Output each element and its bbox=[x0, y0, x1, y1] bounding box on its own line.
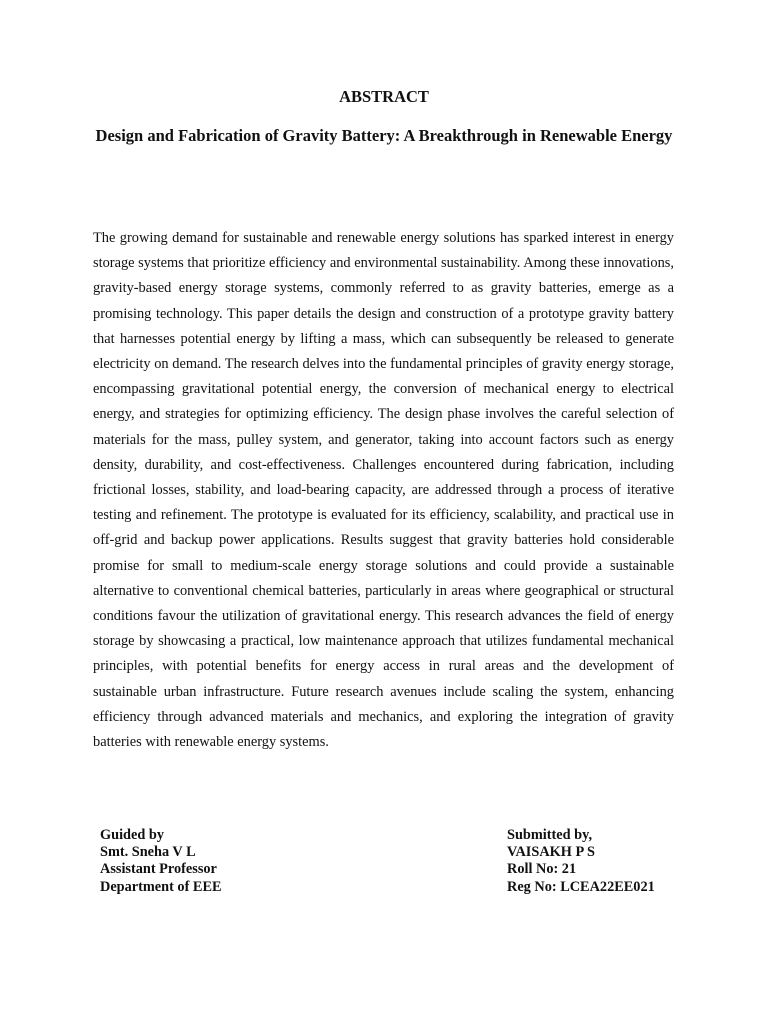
paper-title: Design and Fabrication of Gravity Battery: A Breakthrough in Renewable Energy bbox=[95, 126, 673, 145]
guide-designation: Assistant Professor bbox=[100, 861, 217, 878]
abstract-body: The growing demand for sustainable and renewable energy solutions has sparked interest in energy storage systems that prioritize efficiency and environmental sustainability. Among these innovations, gravity-based energy storage systems, commonly referred to as gravity batteries, emerge as a promising technology. This paper details the design and construction of a prototype gravity battery that harnesses potential energy by lifting a mass, which can subsequently be released to generate electricity on demand. The research delves into the fundamental principles of gravity energy storage, encompassing gravitational potential energy, the conversion of mechanical energy to electrical energy, and strategies for optimizing efficiency. The design phase involves the careful selection of materials for the mass, pulley system, and generator, taking into account factors such as energy density, durability, and cost-effectiveness. Challenges encountered during fabrication, including frictional losses, stability, and load-bearing capacity, are addressed through a process of iterative testing and refinement. The prototype is evaluated for its efficiency, scalability, and practical use in off-grid and backup power applications. Results suggest that gravity batteries hold considerable promise for small to medium-scale energy storage solutions and could provide a sustainable alternative to conventional chemical batteries, particularly in areas where geographical or structural conditions favour the utilization of gravitational energy. This research advances the field of energy storage by showcasing a practical, low maintenance approach that utilizes fundamental mechanical principles, with potential benefits for energy access in rural areas and the development of sustainable urban infrastructure. Future research avenues include scaling the system, enhancing efficiency through advanced materials and mechanics, and exploring the integration of gravity batteries with renewable energy systems. bbox=[93, 230, 674, 751]
guide-signature-block bbox=[100, 827, 222, 896]
guide-name: Smt. Sneha V L bbox=[100, 844, 196, 861]
student-name: VAISAKH P S bbox=[507, 844, 595, 861]
student-signature-block bbox=[507, 827, 655, 896]
submitted-by-label: Submitted by, bbox=[507, 827, 593, 843]
guide-department: Department of EEE bbox=[100, 878, 222, 895]
student-reg-number: Reg No: LCEA22EE021 bbox=[507, 878, 655, 895]
guided-by-label: Guided by bbox=[100, 827, 164, 843]
abstract-heading: ABSTRACT bbox=[339, 87, 429, 106]
student-roll-number: Roll No: 21 bbox=[507, 861, 577, 878]
